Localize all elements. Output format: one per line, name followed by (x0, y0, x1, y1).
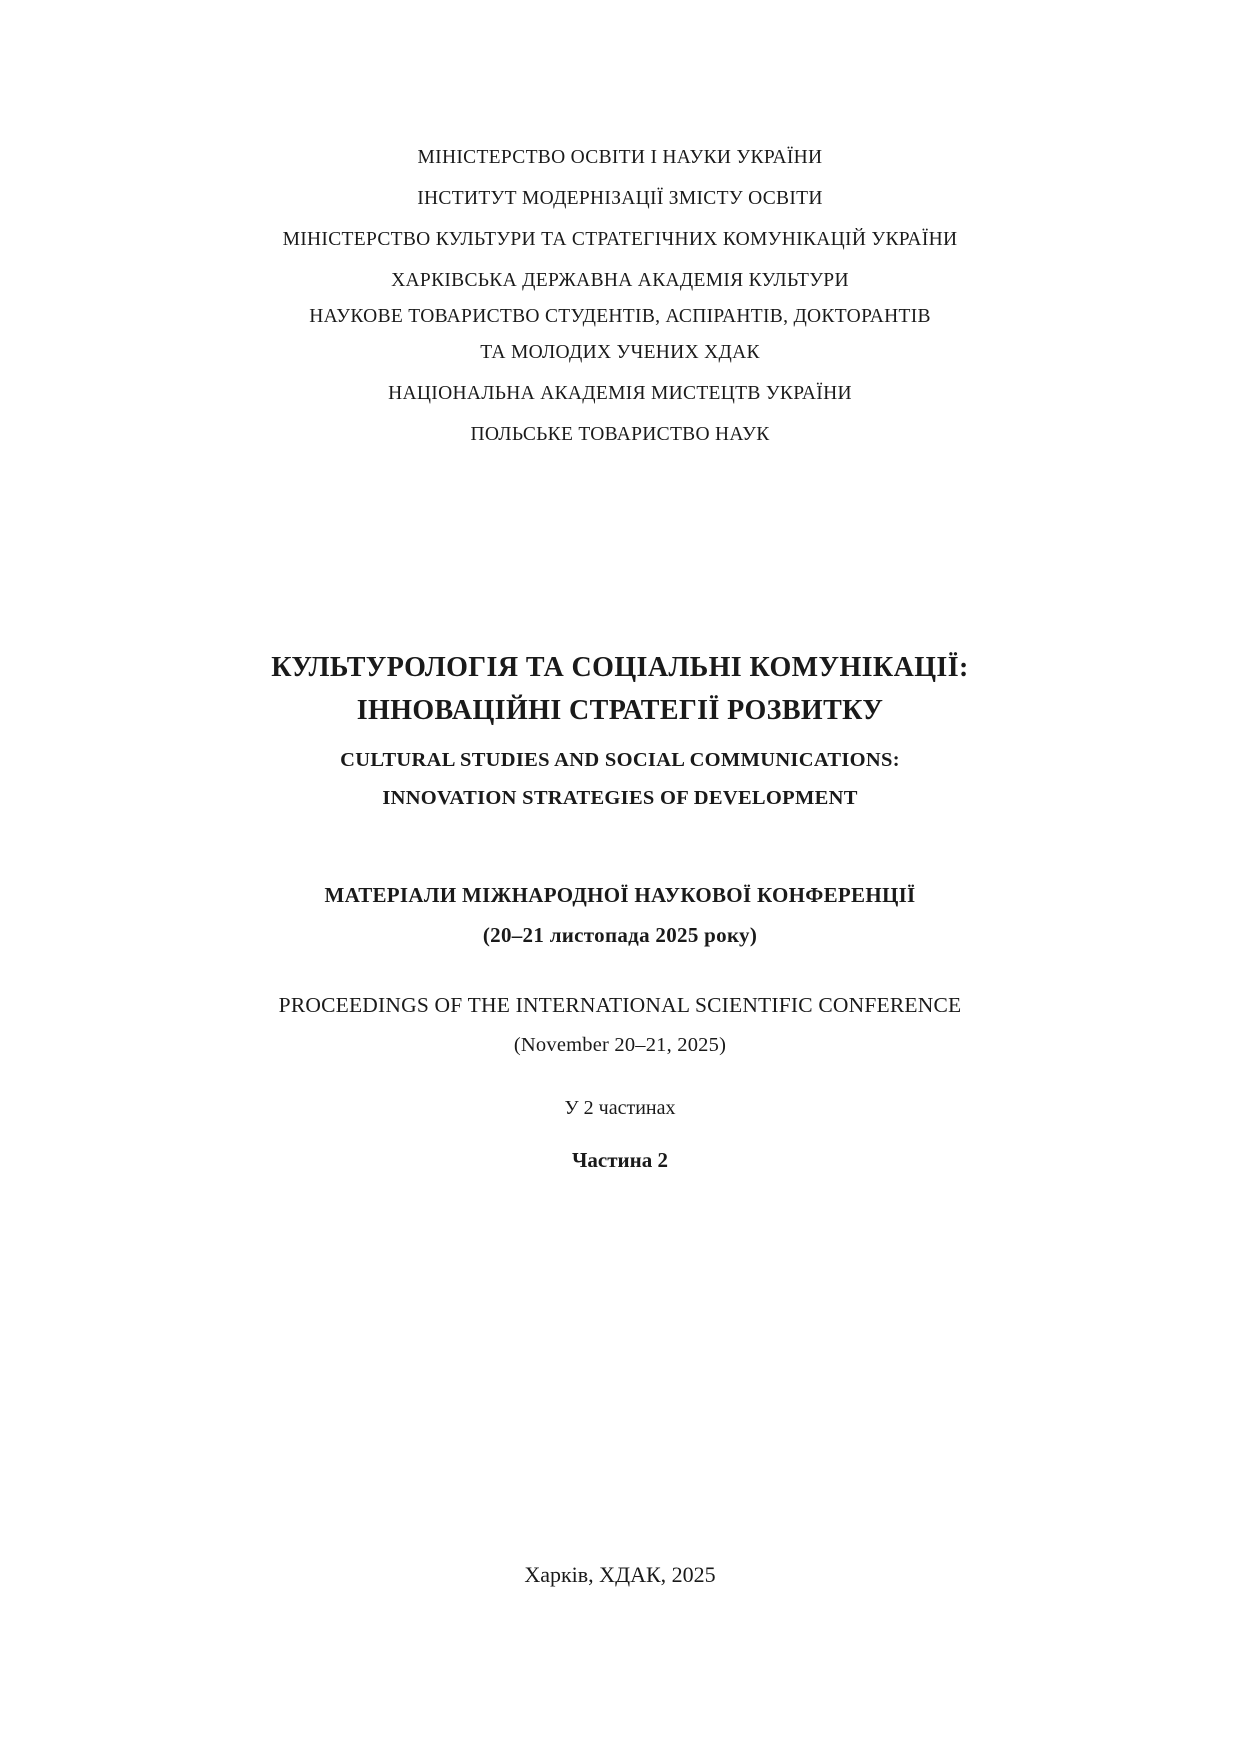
organization-line: ІНСТИТУТ МОДЕРНІЗАЦІЇ ЗМІСТУ ОСВІТИ (417, 188, 823, 209)
part-number-label: Частина 2 (572, 1148, 668, 1172)
proceedings-label-en: PROCEEDINGS OF THE INTERNATIONAL SCIENTIFIC CONFERENCE (278, 993, 962, 1017)
proceedings-label-uk: МАТЕРІАЛИ МІЖНАРОДНОЇ НАУКОВОЇ КОНФЕРЕНЦІЇ (324, 883, 916, 907)
conference-title-uk-line2: ІННОВАЦІЙНІ СТРАТЕГІЇ РОЗВИТКУ (356, 695, 884, 726)
organization-line: НАУКОВЕ ТОВАРИСТВО СТУДЕНТІВ, АСПІРАНТІВ, ДОКТОРАНТІВ (309, 306, 931, 327)
conference-title-uk-line1: КУЛЬТУРОЛОГІЯ ТА СОЦІАЛЬНІ КОМУНІКАЦІЇ: (271, 652, 969, 683)
imprint-line: Харків, ХДАК, 2025 (524, 1562, 716, 1587)
organization-line: НАЦІОНАЛЬНА АКАДЕМІЯ МИСТЕЦТВ УКРАЇНИ (388, 383, 852, 404)
conference-dates-uk: (20–21 листопада 2025 року) (482, 923, 758, 947)
parts-count-label: У 2 частинах (564, 1097, 676, 1119)
organization-line: МІНІСТЕРСТВО ОСВІТИ І НАУКИ УКРАЇНИ (417, 147, 823, 168)
conference-dates-en: (November 20–21, 2025) (513, 1034, 727, 1056)
proceedings-block-en (0, 985, 1240, 1065)
conference-title-uk (0, 646, 1240, 732)
conference-title-en-line1: CULTURAL STUDIES AND SOCIAL COMMUNICATIONS: (340, 749, 900, 771)
organizations-block (0, 137, 1240, 455)
organization-line: ТА МОЛОДИХ УЧЕНИХ ХДАК (480, 342, 760, 363)
proceedings-block-uk (0, 875, 1240, 955)
organization-line: МІНІСТЕРСТВО КУЛЬТУРИ ТА СТРАТЕГІЧНИХ КОМУНІКАЦІЙ УКРАЇНИ (282, 229, 958, 250)
conference-title-en-line2: INNOVATION STRATEGIES OF DEVELOPMENT (382, 787, 858, 809)
conference-title-en (0, 741, 1240, 817)
organization-line: ПОЛЬСЬКЕ ТОВАРИСТВО НАУК (470, 424, 770, 445)
organization-line: ХАРКІВСЬКА ДЕРЖАВНА АКАДЕМІЯ КУЛЬТУРИ (391, 270, 849, 291)
